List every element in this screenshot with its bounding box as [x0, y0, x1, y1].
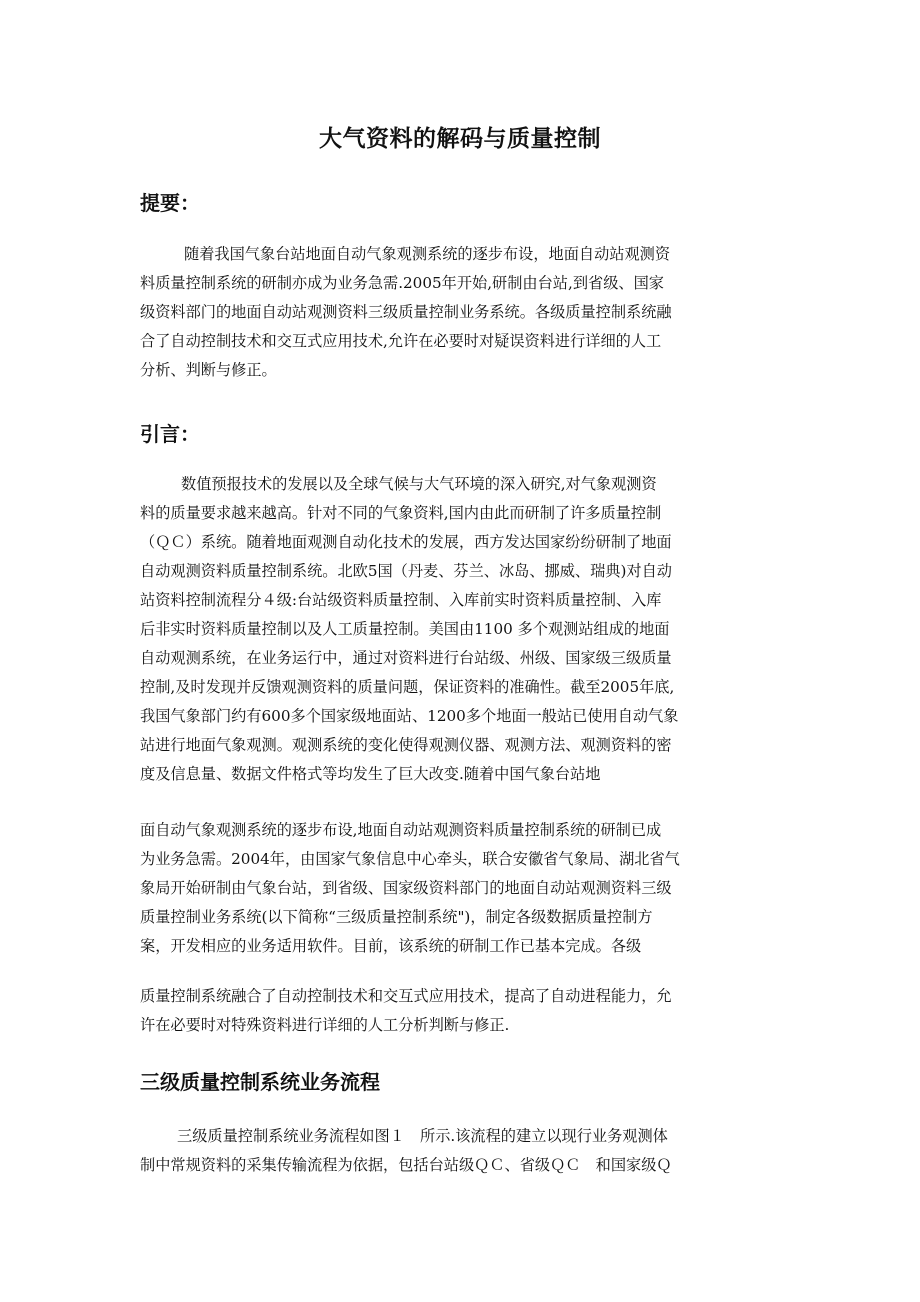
abstract-line: 随着我国气象台站地面自动气象观测系统的逐步布设，地面自动站观测资 [184, 245, 670, 263]
intro-line: 许在必要时对特殊资料进行详细的人工分析判断与修正. [140, 1016, 510, 1034]
intro-line: 控制,及时发现并反馈观测资料的质量问题，保证资料的准确性。截至2005年底, [140, 678, 675, 696]
abstract-line: 合了自动控制技术和交互式应用技术,允许在必要时对疑误资料进行详细的人工 [140, 332, 662, 350]
intro-line: 站资料控制流程分４级:台站级资料质量控制、入库前实时资料质量控制、入库 [140, 591, 662, 609]
abstract-line: 级资料部门的地面自动站观测资料三级质量控制业务系统。各级质量控制系统融 [140, 303, 672, 321]
intro-line: 自动观测系统，在业务运行中，通过对资料进行台站级、州级、国家级三级质量 [140, 649, 672, 667]
intro-line: 象局开始研制由气象台站，到省级、国家级资料部门的地面自动站观测资料三级 [140, 879, 672, 897]
intro-line: 自动观测资料质量控制系统。北欧5国（丹麦、芬兰、冰岛、挪威、瑞典)对自动 [140, 562, 672, 580]
intro-line: 为业务急需。2004年，由国家气象信息中心牵头，联合安徽省气象局、湖北省气 [140, 850, 680, 868]
abstract-heading: 提要： [140, 191, 200, 215]
intro-line: 质量控制业务系统(以下简称“三级质量控制系统")，制定各级数据质量控制方 [140, 908, 653, 926]
intro-line: 面自动气象观测系统的逐步布设,地面自动站观测资料质量控制系统的研制已成 [140, 821, 662, 839]
intro-line: 站进行地面气象观测。观测系统的变化使得观测仪器、观测方法、观测资料的密 [140, 736, 672, 754]
intro-paragraph-2 [140, 816, 792, 961]
abstract-paragraph [140, 240, 792, 385]
intro-line: 数值预报技术的发展以及全球气候与大气环境的深入研究,对气象观测资 [181, 475, 657, 493]
intro-line: 我国气象部门约有600多个国家级地面站、1200多个地面一般站已使用自动气象 [140, 707, 679, 725]
abstract-line: 分析、判断与修正。 [140, 361, 277, 379]
intro-line: 后非实时资料质量控制以及人工质量控制。美国由1100 多个观测站组成的地面 [140, 620, 670, 638]
intro-line: 料的质量要求越来越高。针对不同的气象资料,国内由此而研制了许多质量控制 [140, 504, 662, 522]
intro-line: 案，开发相应的业务适用软件。目前，该系统的研制工作已基本完成。各级 [140, 937, 642, 955]
intro-line: 质量控制系统融合了自动控制技术和交互式应用技术，提高了自动进程能力，允 [140, 987, 672, 1005]
document-title: 大气资料的解码与质量控制 [319, 126, 601, 152]
workflow-paragraph [140, 1122, 792, 1180]
workflow-line: 三级质量控制系统业务流程如图１ 所示.该流程的建立以现行业务观测体 [177, 1127, 668, 1145]
intro-line: 度及信息量、数据文件格式等均发生了巨大改变.随着中国气象台站地 [140, 765, 601, 783]
intro-paragraph-3 [140, 982, 792, 1040]
abstract-line: 料质量控制系统的研制亦成为业务急需.2005年开始,研制由台站,到省级、国家 [140, 274, 664, 292]
intro-heading: 引言： [140, 422, 200, 446]
intro-line: （ＱＣ）系统。随着地面观测自动化技术的发展，西方发达国家纷纷研制了地面 [140, 533, 672, 551]
workflow-heading: 三级质量控制系统业务流程 [140, 1070, 380, 1094]
intro-paragraph-1 [140, 470, 792, 789]
workflow-line: 制中常规资料的采集传输流程为依据，包括台站级ＱＣ、省级ＱＣ 和国家级Ｑ [140, 1156, 672, 1174]
